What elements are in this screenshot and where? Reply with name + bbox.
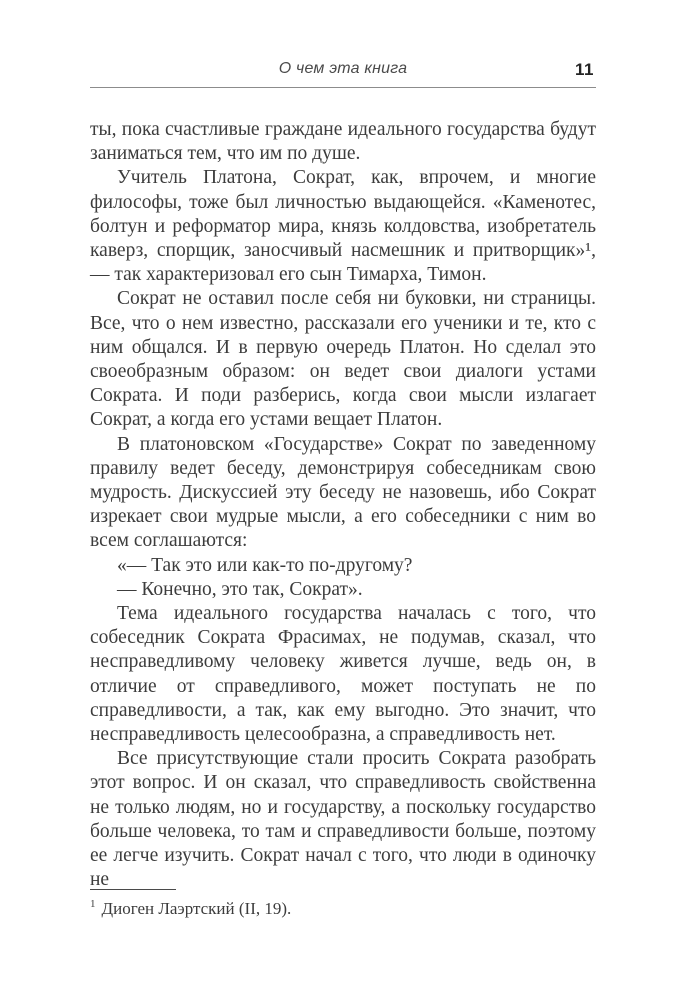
dialogue-line: «— Так это или как-то по-другому? bbox=[117, 554, 413, 576]
paragraph: Сократ не оставил после себя ни буковки, ни страницы. Все, что о нем известно, рассказали его ученики и те, кто с ним общался. И в первую очередь Платон. Но сделал это своеобразным образом: он ведет свои диалоги устами Сократа. И поди разберись, когда свои мысли излагает Сократ, а когда его устами вещает Платон. bbox=[90, 288, 596, 431]
footnote bbox=[90, 889, 596, 919]
dialogue-line: — Конечно, это так, Сократ». bbox=[117, 578, 363, 600]
paragraph: Учитель Платона, Сократ, как, впрочем, и многие философы, тоже был личностью выдающейся. «Каменотес, болтун и реформатор мира, князь колдовства, изобретатель каверз, спорщик, заносчивый насмешник и притворщик»¹, — так характеризовал его сын Тимарха, Тимон. bbox=[90, 167, 596, 286]
footnote-text: Диоген Лаэртский (II, 19). bbox=[101, 899, 292, 918]
footnote-marker: 1 bbox=[90, 898, 96, 911]
footnote-divider bbox=[90, 889, 176, 890]
paragraph-continuation: ты, пока счастливые граждане идеального государства будут заниматься тем, что им по душе. bbox=[90, 119, 596, 165]
paragraph: В платоновском «Государстве» Сократ по заведенному правилу ведет беседу, демонстрируя собеседникам свою мудрость. Дискуссией эту беседу не назовешь, ибо Сократ изрекает свои мудрые мысли, а его собеседники с ним во всем соглашаются: bbox=[90, 433, 596, 552]
running-title: О чем эта книга bbox=[278, 60, 408, 77]
page-number: 11 bbox=[575, 60, 594, 79]
paragraph: Тема идеального государства началась с того, что собеседник Сократа Фрасимах, не подумав, сказал, что несправедливому человеку живется лучше, ведь он, в отличие от справедливого, может поступать не по справедливости, а так, как ему выгодно. Это значит, что несправедливость целесообразна, а справедливость нет. bbox=[90, 603, 596, 746]
page-header bbox=[90, 60, 596, 88]
body-text bbox=[90, 118, 596, 893]
paragraph: Все присутствующие стали просить Сократа разобрать этот вопрос. И он сказал, что справедливость свойственна не только людям, но и государству, а поскольку государство больше человека, то там и справедливости больше, поэтому ее легче изучить. Сократ начал с того, что люди в одиночку не bbox=[90, 748, 596, 891]
